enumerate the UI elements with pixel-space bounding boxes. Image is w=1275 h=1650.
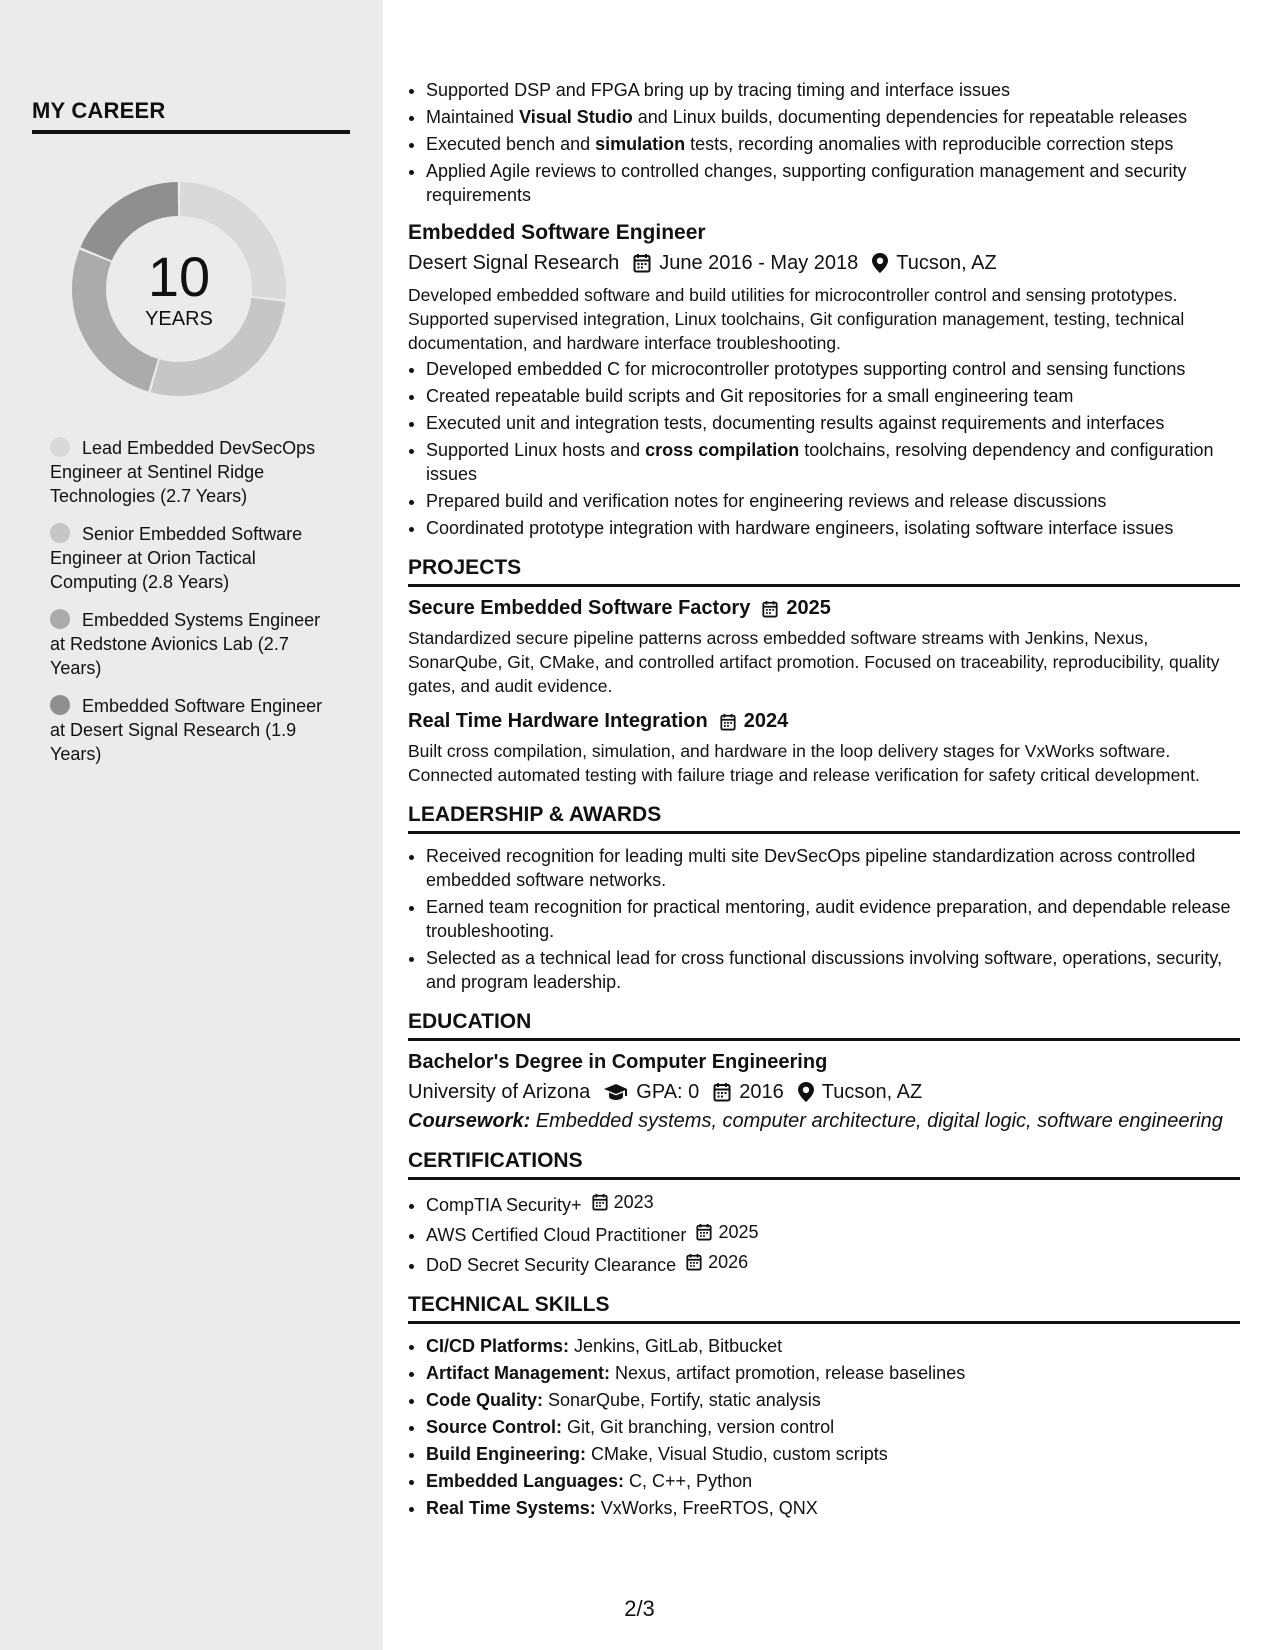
career-title: MY CAREER <box>32 98 350 134</box>
skills-heading: TECHNICAL SKILLS <box>408 1293 1240 1324</box>
job-bullet <box>426 438 1240 486</box>
map-pin-icon <box>872 253 888 273</box>
map-pin-icon <box>798 1082 814 1102</box>
calendar-icon <box>720 713 736 731</box>
calendar-icon <box>686 1253 705 1271</box>
skill-item <box>426 1334 1240 1358</box>
project-description: Built cross compilation, simulation, and hardware in the loop delivery stages for VxWorks software. Connected automated testing with failure triage and release verification for safety critical development. <box>408 741 1200 785</box>
legend-dot-icon <box>50 695 70 715</box>
project-year: 2025 <box>786 597 831 619</box>
job-bullet-text: Developed embedded C for microcontroller prototypes supporting control and sensing functions <box>426 359 1186 379</box>
previous-job-bullet <box>426 159 1240 207</box>
job-bullet <box>426 516 1240 540</box>
job-bullets <box>408 357 1240 540</box>
coursework-label: Coursework: <box>408 1110 531 1132</box>
previous-job-bullet-bold: simulation <box>595 134 686 154</box>
graduation-cap-icon <box>604 1083 628 1101</box>
leadership-heading: LEADERSHIP & AWARDS <box>408 803 1240 834</box>
education-gpa: GPA: 0 <box>636 1081 700 1103</box>
page-number <box>0 1596 1275 1622</box>
career-legend-item <box>50 436 340 508</box>
projects-heading: PROJECTS <box>408 556 1240 587</box>
skills-list <box>408 1334 1240 1520</box>
job-bullet-text-end: toolchains, resolving dependency and configuration issues <box>426 440 1214 484</box>
total-years-unit: YEARS <box>145 307 213 330</box>
career-sidebar <box>0 0 383 1650</box>
job-bullet-text: Coordinated prototype integration with hardware engineers, isolating software interface issues <box>426 518 1174 538</box>
career-donut-chart <box>66 176 292 402</box>
calendar-icon <box>762 600 778 618</box>
education-coursework <box>408 1110 1240 1133</box>
certification-year: 2023 <box>613 1192 654 1212</box>
job-bullet-text: Created repeatable build scripts and Git repositories for a small engineering team <box>426 386 1074 406</box>
legend-dot-icon <box>50 609 70 629</box>
project-year: 2024 <box>743 710 789 732</box>
project-description: Standardized secure pipeline patterns across embedded software streams with Jenkins, Nexus, SonarQube, Git, CMake, and controlled artifact promotion. Focused on traceability, reproducibility, quality gates, and audit evidence. <box>408 628 1220 696</box>
skill-label: Artifact Management: <box>426 1363 611 1383</box>
calendar-icon <box>713 1082 731 1102</box>
job-bullet <box>426 384 1240 408</box>
leadership-item: • Earned team recognition for practical mentoring, audit evidence preparation, and dependable release troubleshooting. <box>426 895 1240 943</box>
total-years-value: 10 <box>147 244 211 308</box>
certification-item <box>426 1220 1240 1247</box>
job-bullet-text: Executed unit and integration tests, documenting results against requirements and interfaces <box>426 413 1165 433</box>
certifications-list <box>408 1190 1240 1277</box>
previous-job-bullet-bold: Visual Studio <box>519 107 633 127</box>
skill-item <box>426 1496 1240 1520</box>
donut-center <box>66 176 292 402</box>
previous-job-bullet-text-end: tests, recording anomalies with reproducible correction steps <box>685 134 1174 154</box>
education-degree: Bachelor's Degree in Computer Engineering <box>408 1051 828 1073</box>
legend-label: Lead Embedded DevSecOps Engineer at Sentinel Ridge Technologies (2.7 Years) <box>50 438 316 506</box>
skill-label: CI/CD Platforms: <box>426 1336 570 1356</box>
education-meta <box>408 1078 1240 1106</box>
legend-label: Senior Embedded Software Engineer at Orion Tactical Computing (2.8 Years) <box>50 524 303 592</box>
skill-value: Jenkins, GitLab, Bitbucket <box>569 1336 783 1356</box>
previous-job-bullet-text: Executed bench and <box>426 134 596 154</box>
previous-job-bullet-text: Supported DSP and FPGA bring up by tracing timing and interface issues <box>426 80 1010 100</box>
skill-value: CMake, Visual Studio, custom scripts <box>586 1444 888 1464</box>
job-bullet-bold: cross compilation <box>645 440 800 460</box>
job-bullet-text: Prepared build and verification notes for engineering reviews and release discussions <box>426 491 1107 511</box>
skill-label: Build Engineering: <box>426 1444 586 1464</box>
project-title <box>408 597 1240 620</box>
education-heading: EDUCATION <box>408 1010 1240 1041</box>
calendar-icon <box>592 1193 611 1211</box>
certifications-heading: CERTIFICATIONS <box>408 1149 1240 1180</box>
job-bullet <box>426 357 1240 381</box>
job-description: Developed embedded software and build utilities for microcontroller control and sensing prototypes. Supported supervised integration, Linux toolchains, Git configuration management, testing, technical documentation, and hardware interface troubleshooting. <box>408 285 1185 353</box>
calendar-icon <box>696 1223 715 1241</box>
project-name: Secure Embedded Software Factory <box>408 597 751 619</box>
leadership-item: • Selected as a technical lead for cross functional discussions involving software, operations, security, and program leadership. <box>426 946 1240 994</box>
skill-label: Embedded Languages: <box>426 1471 625 1491</box>
job-dates: June 2016 - May 2018 <box>659 252 859 274</box>
legend-label: Embedded Systems Engineer at Redstone Avionics Lab (2.7 Years) <box>50 610 321 678</box>
certification-year: 2026 <box>708 1252 749 1272</box>
skill-value: VxWorks, FreeRTOS, QNX <box>595 1498 818 1518</box>
coursework-text: Embedded systems, computer architecture, digital logic, software engineering <box>530 1110 1223 1132</box>
career-legend-item <box>50 522 340 594</box>
job-title: Embedded Software Engineer <box>408 221 706 244</box>
page-number-text: 2/3 <box>624 1596 655 1621</box>
projects-list <box>408 597 1240 787</box>
previous-job-bullet-text: Maintained <box>426 107 520 127</box>
job-bullet <box>426 489 1240 513</box>
career-legend <box>50 436 340 780</box>
skill-item <box>426 1442 1240 1466</box>
previous-job-bullet <box>426 105 1240 129</box>
career-legend-item <box>50 608 340 680</box>
previous-job-bullet <box>426 78 1240 102</box>
calendar-icon <box>633 253 651 273</box>
certification-date <box>592 1190 654 1214</box>
job-bullet <box>426 411 1240 435</box>
skill-value: C, C++, Python <box>624 1471 753 1491</box>
legend-label: Embedded Software Engineer at Desert Signal Research (1.9 Years) <box>50 696 323 764</box>
skill-item <box>426 1388 1240 1412</box>
previous-job-bullet-text-end: and Linux builds, documenting dependencies for repeatable releases <box>632 107 1188 127</box>
skill-item <box>426 1469 1240 1493</box>
resume-main <box>408 78 1240 1523</box>
certification-date <box>696 1220 758 1244</box>
previous-job-bullet <box>426 132 1240 156</box>
skill-label: Source Control: <box>426 1417 563 1437</box>
certification-item <box>426 1250 1240 1277</box>
skill-item <box>426 1415 1240 1439</box>
skill-value: Nexus, artifact promotion, release baselines <box>610 1363 966 1383</box>
previous-job-bullets <box>408 78 1240 207</box>
project-name: Real Time Hardware Integration <box>408 710 708 732</box>
career-legend-item <box>50 694 340 766</box>
skill-item <box>426 1361 1240 1385</box>
job-location: Tucson, AZ <box>896 252 997 274</box>
leadership-item: • Received recognition for leading multi site DevSecOps pipeline standardization across controlled embedded software networks. <box>426 844 1240 892</box>
job-company: Desert Signal Research <box>408 252 620 274</box>
legend-dot-icon <box>50 523 70 543</box>
education-location: Tucson, AZ <box>821 1081 923 1103</box>
job-bullet-text: Supported Linux hosts and <box>426 440 646 460</box>
skill-label: Code Quality: <box>426 1390 544 1410</box>
leadership-list <box>408 844 1240 994</box>
project-title <box>408 710 1240 733</box>
skill-label: Real Time Systems: <box>426 1498 596 1518</box>
skill-value: SonarQube, Fortify, static analysis <box>543 1390 821 1410</box>
legend-dot-icon <box>50 437 70 457</box>
job-meta <box>408 249 1240 277</box>
education-school: University of Arizona <box>408 1081 591 1103</box>
certification-item <box>426 1190 1240 1217</box>
certification-name: DoD Secret Security Clearance <box>426 1255 677 1275</box>
education-year: 2016 <box>739 1081 784 1103</box>
certification-name: AWS Certified Cloud Practitioner <box>426 1225 687 1245</box>
certification-date <box>686 1250 748 1274</box>
certification-year: 2025 <box>718 1222 759 1242</box>
previous-job-bullet-text: Applied Agile reviews to controlled changes, supporting configuration management and security requirements <box>426 161 1187 205</box>
skill-value: Git, Git branching, version control <box>562 1417 835 1437</box>
certification-name: CompTIA Security+ <box>426 1195 582 1215</box>
